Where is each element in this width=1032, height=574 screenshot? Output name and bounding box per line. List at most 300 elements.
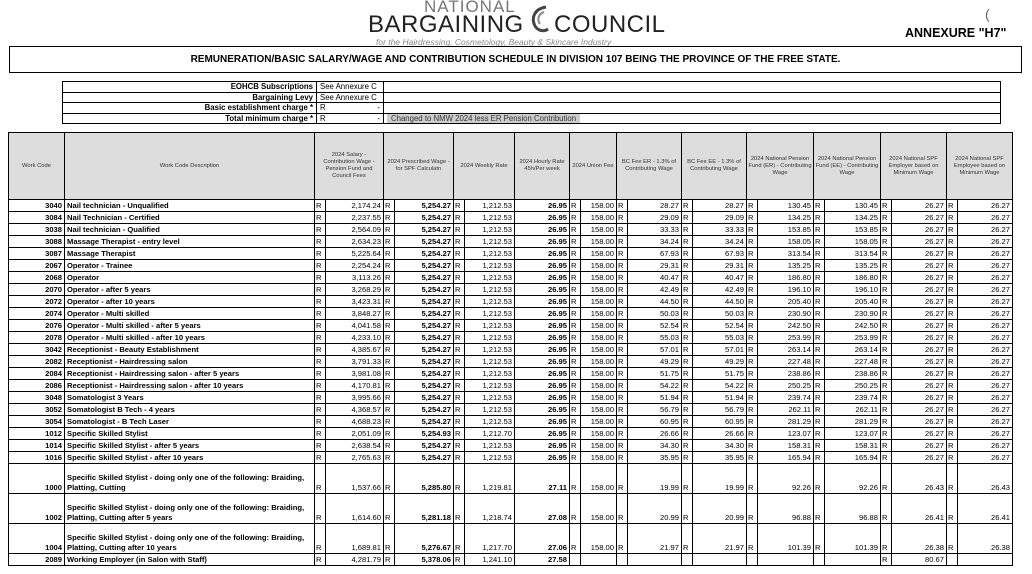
currency-symbol: R — [570, 272, 581, 284]
cell-weekly: 1,212.53 — [465, 440, 515, 452]
work-code: 2084 — [9, 368, 65, 380]
cell-weekly: 1,218.74 — [465, 494, 515, 524]
currency-symbol: R — [315, 428, 326, 440]
currency-symbol: R — [384, 524, 395, 554]
cell-bc-er: 52.54 — [628, 320, 682, 332]
currency-symbol: R — [947, 494, 958, 524]
logo-swirl-icon — [528, 4, 550, 34]
currency-symbol: R — [881, 260, 892, 272]
info-dash: - — [377, 113, 380, 123]
info-note — [384, 103, 1001, 114]
cell-prescribed: 5,254.27 — [395, 452, 454, 464]
cell-hourly: 26.95 — [515, 224, 570, 236]
currency-symbol: R — [947, 440, 958, 452]
currency-symbol: R — [881, 284, 892, 296]
work-code: 2076 — [9, 320, 65, 332]
header-row — [9, 133, 1013, 200]
work-description: Specific Skilled Stylist - doing only one of the following: Braiding, Platting, Cutting after 10 years — [65, 524, 315, 554]
cell-union: 158.00 — [581, 296, 617, 308]
work-description: Operator - Multi skilled - after 10 years — [65, 332, 315, 344]
currency-symbol: R — [315, 524, 326, 554]
currency-symbol: R — [454, 428, 465, 440]
cell-salary: 2,564.09 — [326, 224, 384, 236]
work-description: Receptionist - Hairdressing salon - after 5 years — [65, 368, 315, 380]
cell-weekly: 1,212.53 — [465, 272, 515, 284]
currency-symbol: R — [682, 260, 693, 272]
cell-hourly: 26.95 — [515, 284, 570, 296]
currency-symbol — [814, 554, 825, 566]
cell-pf-er — [758, 554, 814, 566]
cell-weekly: 1,212.53 — [465, 224, 515, 236]
currency-symbol: R — [384, 200, 395, 212]
currency-symbol: R — [947, 464, 958, 494]
work-code: 3054 — [9, 416, 65, 428]
cell-salary: 4,170.81 — [326, 380, 384, 392]
cell-spf-er: 26.27 — [892, 368, 947, 380]
table-row — [9, 494, 1013, 524]
cell-prescribed: 5,254.27 — [395, 332, 454, 344]
cell-bc-ee: 28.27 — [693, 200, 747, 212]
cell-prescribed: 5,254.27 — [395, 260, 454, 272]
info-note-text: Changed to NMW 2024 less ER Pension Contribution — [387, 114, 580, 123]
cell-bc-ee: 33.33 — [693, 224, 747, 236]
cell-pf-er: 135.25 — [758, 260, 814, 272]
table-row — [9, 392, 1013, 404]
currency-symbol: R — [947, 524, 958, 554]
cell-spf-ee: 26.27 — [958, 428, 1013, 440]
currency-symbol: R — [814, 272, 825, 284]
currency-symbol: R — [570, 368, 581, 380]
cell-spf-er: 80.67 — [892, 554, 947, 566]
currency-symbol: R — [682, 212, 693, 224]
schedule-table — [8, 132, 1013, 566]
cell-spf-er: 26.27 — [892, 212, 947, 224]
currency-symbol: R — [454, 392, 465, 404]
info-value — [317, 103, 384, 114]
info-row — [63, 113, 1001, 124]
currency-symbol: R — [682, 464, 693, 494]
currency-symbol: R — [814, 212, 825, 224]
cell-spf-ee: 26.43 — [958, 464, 1013, 494]
currency-symbol: R — [682, 320, 693, 332]
cell-weekly: 1,212.53 — [465, 284, 515, 296]
currency-symbol: R — [682, 428, 693, 440]
info-row — [63, 92, 1001, 103]
cell-bc-er: 42.49 — [628, 284, 682, 296]
currency-symbol: R — [617, 320, 628, 332]
cell-union: 158.00 — [581, 212, 617, 224]
info-row — [63, 103, 1001, 114]
cell-bc-ee: 67.93 — [693, 248, 747, 260]
currency-symbol: R — [747, 464, 758, 494]
cell-prescribed: 5,254.27 — [395, 320, 454, 332]
currency-symbol: R — [454, 494, 465, 524]
currency-symbol: R — [315, 368, 326, 380]
currency-symbol: R — [814, 344, 825, 356]
currency-symbol: R — [570, 428, 581, 440]
currency-symbol: R — [384, 332, 395, 344]
currency-symbol: R — [747, 404, 758, 416]
currency-symbol: R — [682, 524, 693, 554]
currency-symbol: R — [315, 308, 326, 320]
currency-symbol: R — [384, 356, 395, 368]
cell-pf-ee: 123.07 — [825, 428, 881, 440]
cell-pf-er: 239.74 — [758, 392, 814, 404]
cell-spf-er: 26.27 — [892, 284, 947, 296]
currency-symbol: R — [947, 344, 958, 356]
work-code: 2070 — [9, 284, 65, 296]
cell-union: 158.00 — [581, 332, 617, 344]
currency-symbol: R — [747, 284, 758, 296]
cell-spf-ee: 26.27 — [958, 224, 1013, 236]
cell-spf-er: 26.27 — [892, 248, 947, 260]
cell-spf-er: 26.27 — [892, 296, 947, 308]
cell-prescribed: 5,281.18 — [395, 494, 454, 524]
currency-symbol: R — [570, 212, 581, 224]
cell-spf-er: 26.27 — [892, 356, 947, 368]
currency-symbol: R — [384, 452, 395, 464]
page-header — [0, 0, 1032, 48]
work-code: 2078 — [9, 332, 65, 344]
currency-symbol: R — [454, 380, 465, 392]
currency-symbol: R — [881, 524, 892, 554]
cell-hourly: 26.95 — [515, 308, 570, 320]
currency-symbol: R — [617, 308, 628, 320]
currency-symbol: R — [454, 452, 465, 464]
cell-pf-er: 92.26 — [758, 464, 814, 494]
currency-symbol: R — [682, 416, 693, 428]
cell-prescribed: 5,254.27 — [395, 404, 454, 416]
table-row — [9, 356, 1013, 368]
work-description: Operator - after 5 years — [65, 284, 315, 296]
cell-union: 158.00 — [581, 320, 617, 332]
cell-weekly: 1,217.70 — [465, 524, 515, 554]
currency-symbol: R — [814, 440, 825, 452]
cell-spf-ee: 26.27 — [958, 344, 1013, 356]
cell-pf-ee: 153.85 — [825, 224, 881, 236]
currency-symbol: R — [570, 248, 581, 260]
currency-symbol: R — [315, 344, 326, 356]
cell-salary: 1,614.60 — [326, 494, 384, 524]
currency-symbol: R — [570, 200, 581, 212]
cell-salary: 3,113.26 — [326, 272, 384, 284]
currency-symbol: R — [617, 284, 628, 296]
currency-symbol: R — [617, 380, 628, 392]
currency-symbol: R — [814, 332, 825, 344]
cell-hourly: 27.11 — [515, 464, 570, 494]
currency-symbol: R — [384, 224, 395, 236]
cell-union: 158.00 — [581, 200, 617, 212]
currency-symbol — [570, 554, 581, 566]
currency-symbol: R — [570, 284, 581, 296]
currency-symbol: R — [881, 344, 892, 356]
cell-salary: 4,041.58 — [326, 320, 384, 332]
work-description: Receptionist - Hairdressing salon — [65, 356, 315, 368]
cell-weekly: 1,212.53 — [465, 308, 515, 320]
cell-salary: 3,423.31 — [326, 296, 384, 308]
annexure-label: ANNEXURE "H7" — [905, 26, 1007, 40]
work-description: Operator — [65, 272, 315, 284]
currency-symbol: R — [747, 236, 758, 248]
currency-symbol: R — [315, 200, 326, 212]
work-code: 1000 — [9, 464, 65, 494]
currency-symbol: R — [747, 248, 758, 260]
cell-spf-er: 26.27 — [892, 224, 947, 236]
cell-pf-er: 134.25 — [758, 212, 814, 224]
currency-symbol: R — [315, 224, 326, 236]
cell-hourly: 26.95 — [515, 260, 570, 272]
cell-bc-er: 55.03 — [628, 332, 682, 344]
table-row — [9, 272, 1013, 284]
cell-spf-ee: 26.27 — [958, 368, 1013, 380]
currency-symbol: R — [384, 494, 395, 524]
cell-prescribed: 5,254.27 — [395, 392, 454, 404]
cell-pf-ee: 262.11 — [825, 404, 881, 416]
work-description: Somatologist 3 Years — [65, 392, 315, 404]
cell-union: 158.00 — [581, 494, 617, 524]
cell-bc-er: 20.99 — [628, 494, 682, 524]
cell-pf-ee: 238.86 — [825, 368, 881, 380]
cell-weekly: 1,212.53 — [465, 356, 515, 368]
currency-symbol: R — [881, 494, 892, 524]
currency-symbol: R — [747, 452, 758, 464]
cell-salary: 2,638.54 — [326, 440, 384, 452]
cell-pf-er: 196.10 — [758, 284, 814, 296]
currency-symbol: R — [315, 356, 326, 368]
currency-symbol: R — [682, 332, 693, 344]
cell-hourly: 26.95 — [515, 236, 570, 248]
currency-symbol: R — [881, 368, 892, 380]
cell-bc-er: 67.93 — [628, 248, 682, 260]
currency-symbol: R — [947, 356, 958, 368]
cell-pf-ee: 96.88 — [825, 494, 881, 524]
cell-spf-ee: 26.27 — [958, 200, 1013, 212]
currency-symbol: R — [570, 404, 581, 416]
cell-hourly: 26.95 — [515, 212, 570, 224]
cell-prescribed: 5,254.27 — [395, 248, 454, 260]
cell-spf-ee: 26.27 — [958, 296, 1013, 308]
currency-symbol: R — [814, 368, 825, 380]
work-description: Operator - Multi skilled — [65, 308, 315, 320]
cell-bc-ee: 42.49 — [693, 284, 747, 296]
info-label: Basic establishment charge * — [63, 103, 317, 114]
table-row — [9, 464, 1013, 494]
cell-union: 158.00 — [581, 284, 617, 296]
currency-symbol: R — [617, 440, 628, 452]
cell-pf-ee: 263.14 — [825, 344, 881, 356]
work-code: 2072 — [9, 296, 65, 308]
currency-symbol: R — [454, 356, 465, 368]
currency-symbol: R — [384, 404, 395, 416]
table-row — [9, 428, 1013, 440]
currency-symbol: R — [570, 320, 581, 332]
cell-pf-er: 158.31 — [758, 440, 814, 452]
cell-pf-er: 313.54 — [758, 248, 814, 260]
cell-hourly: 26.95 — [515, 392, 570, 404]
table-row — [9, 416, 1013, 428]
work-description: Nail technician - Qualified — [65, 224, 315, 236]
cell-bc-ee: 54.22 — [693, 380, 747, 392]
currency-symbol: R — [682, 296, 693, 308]
currency-symbol: R — [682, 452, 693, 464]
currency-symbol: R — [570, 524, 581, 554]
currency-symbol: R — [814, 248, 825, 260]
currency-symbol: R — [315, 380, 326, 392]
cell-pf-ee: 205.40 — [825, 296, 881, 308]
cell-prescribed: 5,254.27 — [395, 296, 454, 308]
currency-symbol: R — [617, 404, 628, 416]
table-row — [9, 554, 1013, 566]
currency-symbol: R — [315, 392, 326, 404]
currency-symbol: R — [617, 368, 628, 380]
currency-symbol: R — [682, 368, 693, 380]
cell-bc-er: 60.95 — [628, 416, 682, 428]
work-code: 1012 — [9, 428, 65, 440]
cell-spf-er: 26.27 — [892, 428, 947, 440]
currency-symbol: R — [814, 452, 825, 464]
currency-symbol: R — [747, 332, 758, 344]
cell-bc-ee: 56.79 — [693, 404, 747, 416]
document-title: REMUNERATION/BASIC SALARY/WAGE AND CONTRIBUTION SCHEDULE IN DIVISION 107 BEING THE PROVINCE OF THE FREE STATE. — [9, 46, 1022, 73]
info-label: EOHCB Subscriptions — [63, 82, 317, 93]
cell-union — [581, 554, 617, 566]
cell-pf-ee: 158.05 — [825, 236, 881, 248]
cell-bc-ee: 34.24 — [693, 236, 747, 248]
cell-weekly: 1,212.53 — [465, 380, 515, 392]
column-header: 2024 Salary - Contribution Wage - Pension Fund and Council Fees — [315, 133, 384, 200]
handwritten-mark: ( — [985, 6, 990, 22]
currency-symbol: R — [384, 464, 395, 494]
cell-spf-ee: 26.27 — [958, 392, 1013, 404]
cell-bc-ee: 57.01 — [693, 344, 747, 356]
cell-bc-er: 33.33 — [628, 224, 682, 236]
currency-symbol: R — [617, 356, 628, 368]
logo-bargaining: BARGAINING — [368, 11, 524, 38]
cell-bc-ee: 55.03 — [693, 332, 747, 344]
cell-bc-er: 49.29 — [628, 356, 682, 368]
currency-symbol: R — [617, 248, 628, 260]
currency-symbol: R — [747, 344, 758, 356]
currency-symbol: R — [814, 236, 825, 248]
cell-pf-er: 130.45 — [758, 200, 814, 212]
info-value — [317, 82, 384, 93]
currency-symbol: R — [682, 344, 693, 356]
currency-symbol: R — [682, 380, 693, 392]
cell-pf-ee: 281.29 — [825, 416, 881, 428]
cell-bc-ee: 29.31 — [693, 260, 747, 272]
table-row — [9, 332, 1013, 344]
currency-symbol: R — [384, 308, 395, 320]
cell-union: 158.00 — [581, 272, 617, 284]
cell-prescribed: 5,254.27 — [395, 380, 454, 392]
currency-symbol: R — [947, 452, 958, 464]
currency-symbol: R — [682, 236, 693, 248]
cell-pf-er: 205.40 — [758, 296, 814, 308]
currency-symbol: R — [682, 308, 693, 320]
cell-pf-er: 227.48 — [758, 356, 814, 368]
currency-symbol: R — [682, 272, 693, 284]
cell-pf-er: 242.50 — [758, 320, 814, 332]
currency-symbol: R — [454, 368, 465, 380]
currency-symbol: R — [747, 356, 758, 368]
currency-symbol: R — [682, 404, 693, 416]
currency-symbol: R — [384, 380, 395, 392]
currency-symbol: R — [881, 464, 892, 494]
currency-symbol: R — [747, 524, 758, 554]
currency-symbol: R — [384, 428, 395, 440]
currency-symbol: R — [454, 416, 465, 428]
work-description: Specific Skilled Stylist - doing only one of the following: Braiding, Platting, Cutting after 5 years — [65, 494, 315, 524]
currency-symbol: R — [947, 320, 958, 332]
cell-pf-ee: 92.26 — [825, 464, 881, 494]
table-row — [9, 212, 1013, 224]
currency-symbol — [747, 554, 758, 566]
cell-hourly: 26.95 — [515, 452, 570, 464]
currency-symbol: R — [454, 344, 465, 356]
bargaining-council-logo — [368, 0, 668, 48]
cell-spf-ee: 26.27 — [958, 236, 1013, 248]
cell-pf-er: 153.85 — [758, 224, 814, 236]
cell-weekly: 1,212.53 — [465, 344, 515, 356]
work-code: 2067 — [9, 260, 65, 272]
cell-pf-ee — [825, 554, 881, 566]
cell-bc-er: 57.01 — [628, 344, 682, 356]
currency-symbol: R — [617, 428, 628, 440]
cell-prescribed: 5,254.27 — [395, 212, 454, 224]
cell-pf-er: 165.94 — [758, 452, 814, 464]
currency-symbol: R — [947, 296, 958, 308]
table-row — [9, 368, 1013, 380]
currency-symbol: R — [315, 494, 326, 524]
currency-symbol: R — [747, 260, 758, 272]
cell-hourly: 26.95 — [515, 356, 570, 368]
work-description: Specific Skilled Stylist - after 10 years — [65, 452, 315, 464]
cell-pf-er: 123.07 — [758, 428, 814, 440]
currency-symbol: R — [454, 260, 465, 272]
currency-symbol: R — [747, 296, 758, 308]
currency-symbol: R — [315, 236, 326, 248]
table-row — [9, 404, 1013, 416]
cell-salary: 2,765.63 — [326, 452, 384, 464]
currency-symbol: R — [570, 224, 581, 236]
cell-salary: 3,848.27 — [326, 308, 384, 320]
currency-symbol: R — [814, 296, 825, 308]
currency-symbol: R — [881, 212, 892, 224]
cell-bc-er: 29.09 — [628, 212, 682, 224]
table-row — [9, 344, 1013, 356]
cell-pf-ee: 135.25 — [825, 260, 881, 272]
column-header: 2024 National SPF Employee based on Minimum Wage — [947, 133, 1013, 200]
currency-symbol — [682, 554, 693, 566]
work-code: 1004 — [9, 524, 65, 554]
cell-spf-ee: 26.27 — [958, 332, 1013, 344]
currency-symbol: R — [570, 380, 581, 392]
cell-hourly: 26.95 — [515, 368, 570, 380]
currency-symbol: R — [947, 284, 958, 296]
cell-union: 158.00 — [581, 308, 617, 320]
currency-symbol: R — [315, 260, 326, 272]
currency-symbol: R — [570, 296, 581, 308]
currency-symbol: R — [814, 320, 825, 332]
cell-hourly: 26.95 — [515, 380, 570, 392]
cell-bc-ee — [693, 554, 747, 566]
cell-salary: 3,791.33 — [326, 356, 384, 368]
cell-bc-er: 56.79 — [628, 404, 682, 416]
info-label: Total minimum charge * — [63, 113, 317, 124]
cell-hourly: 27.06 — [515, 524, 570, 554]
currency-symbol: R — [881, 440, 892, 452]
cell-weekly: 1,219.81 — [465, 464, 515, 494]
